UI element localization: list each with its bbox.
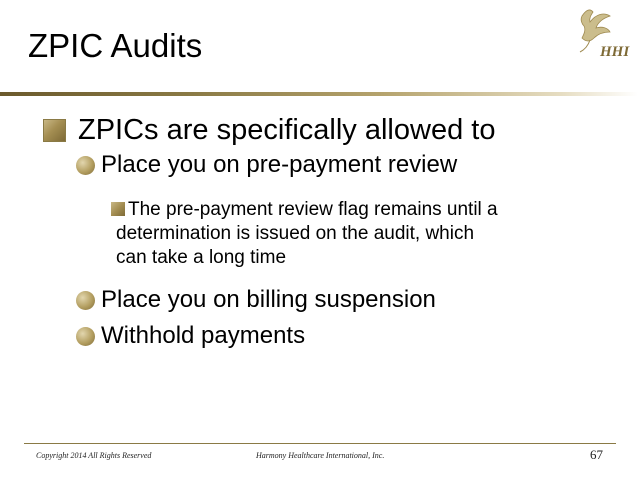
bullet-level2-text: Place you on billing suspension [101, 286, 436, 313]
square-bullet-icon [43, 119, 66, 142]
round-bullet-icon [76, 156, 95, 175]
slide-title: ZPIC Audits [28, 27, 203, 64]
logo-text: HHI [600, 44, 630, 60]
title-divider [0, 92, 638, 96]
bullet-level3-line3: can take a long time [116, 247, 287, 268]
bullet-level1 [43, 113, 495, 147]
round-bullet-icon [76, 327, 95, 346]
dove-logo-icon [560, 6, 630, 68]
bullet-level2-2 [76, 285, 436, 315]
bullet-level3-line1: The pre-payment review flag remains until a [128, 199, 498, 220]
square-bullet-icon [111, 202, 125, 216]
bullet-level2-text: Withhold payments [101, 322, 306, 349]
footer-divider [24, 443, 616, 444]
bullet-level2-1 [76, 150, 457, 180]
bullet-level3-line2: determination is issued on the audit, which [116, 223, 475, 244]
bullet-level3 [111, 198, 581, 270]
round-bullet-icon [76, 291, 95, 310]
hhi-logo [560, 6, 630, 68]
page-number: 67 [590, 447, 603, 462]
footer-copyright: Copyright 2014 All Rights Reserved [36, 451, 152, 460]
footer-company: Harmony Healthcare International, Inc. [256, 451, 385, 460]
bullet-level2-text: Place you on pre-payment review [101, 151, 458, 178]
bullet-level2-3 [76, 321, 305, 351]
bullet-level1-text: ZPICs are specifically allowed to [78, 114, 496, 146]
